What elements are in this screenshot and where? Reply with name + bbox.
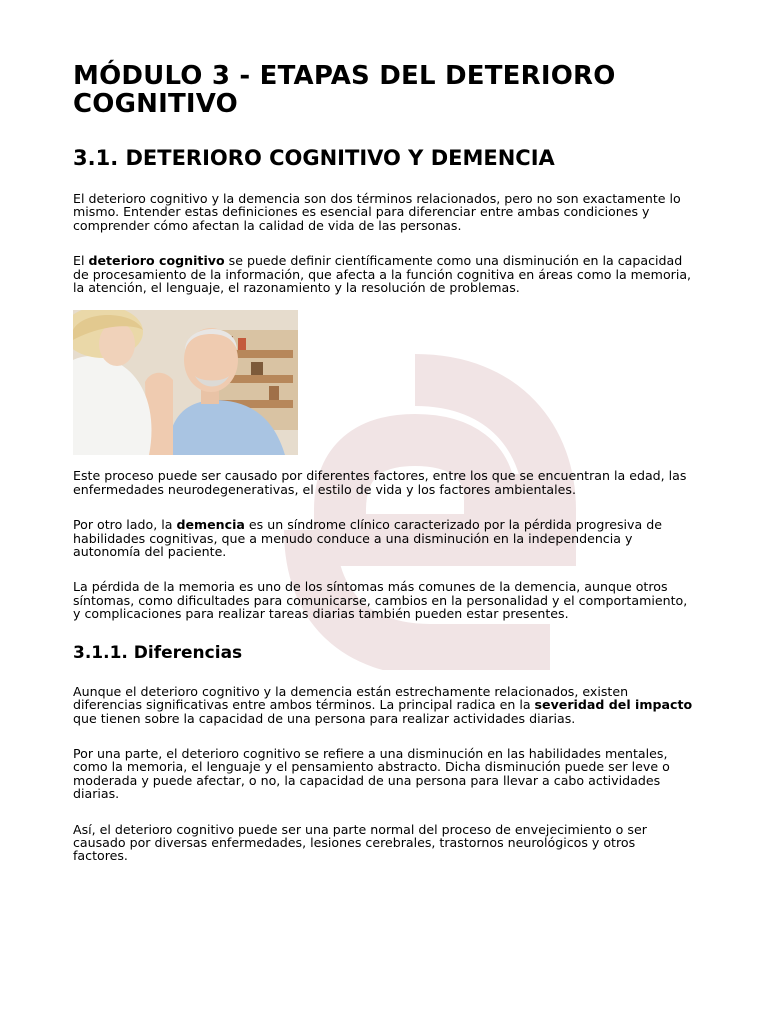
paragraph-deterioro-definition: El deterioro cognitivo se puede definir científicamente como una disminución en la capacidad de procesamiento de la información, que afecta a la función cognitiva en áreas como la memoria, la atención, el lenguaje, el razonamiento y la resolución de problemas. — [73, 253, 692, 296]
term-demencia: demencia — [176, 517, 245, 533]
paragraph-symptoms: La pérdida de la memoria es uno de los síntomas más comunes de la demencia, aunque otros síntomas, como dificultades para comunicarse, cambios en la personalidad y el comportamiento, y complicaciones para realizar tareas diarias también pueden estar presentes. — [73, 579, 688, 622]
paragraph-deterioro-causes: Así, el deterioro cognitivo puede ser una parte normal del proceso de envejecimiento o ser causado por diversas enfermedades, lesiones cerebrales, trastornos neurológicos y otros factores. — [73, 821, 647, 864]
paragraph-demencia-definition: Por otro lado, la demencia es un síndrome clínico caracterizado por la pérdida progresiva de habilidades cognitivas, que a menudo conduce a una disminución en la independencia y autonomía del paciente. — [73, 517, 662, 560]
paragraph-deterioro-detail: Por una parte, el deterioro cognitivo se refiere a una disminución en las habilidades mentales, como la memoria, el lenguaje y el pensamiento abstracto. Dicha disminución puede ser leve o moderada y puede afectar, o no, la capacidad de una persona para llevar a cabo actividades diarias. — [73, 745, 670, 802]
paragraph-differences: Aunque el deterioro cognitivo y la demencia están estrechamente relacionados, existen diferencias significativas entre ambos términos. La principal radica en la severidad del impacto que tienen sobre la capacidad de una persona para realizar actividades diarias. — [73, 683, 693, 726]
section-heading: 3.1. DETERIORO COGNITIVO Y DEMENCIA — [73, 146, 555, 170]
document-content — [73, 62, 693, 885]
term-deterioro-cognitivo: deterioro cognitivo — [88, 253, 225, 269]
term-severidad-del-impacto: severidad del impacto — [534, 697, 693, 713]
doctor-patient-photo — [73, 310, 298, 455]
module-title: MÓDULO 3 - ETAPAS DEL DETERIORO COGNITIVO — [73, 61, 616, 119]
paragraph-causes: Este proceso puede ser causado por diferentes factores, entre los que se encuentran la edad, las enfermedades neurodegenerativas, el estilo de vida y los factores ambientales. — [73, 468, 687, 497]
paragraph-intro: El deterioro cognitivo y la demencia son dos términos relacionados, pero no son exactamente lo mismo. Entender estas definiciones es esencial para diferenciar entre ambas condiciones y comprender cómo afectan la calidad de vida de las personas. — [73, 191, 681, 233]
subsection-heading: 3.1.1. Diferencias — [73, 642, 243, 663]
